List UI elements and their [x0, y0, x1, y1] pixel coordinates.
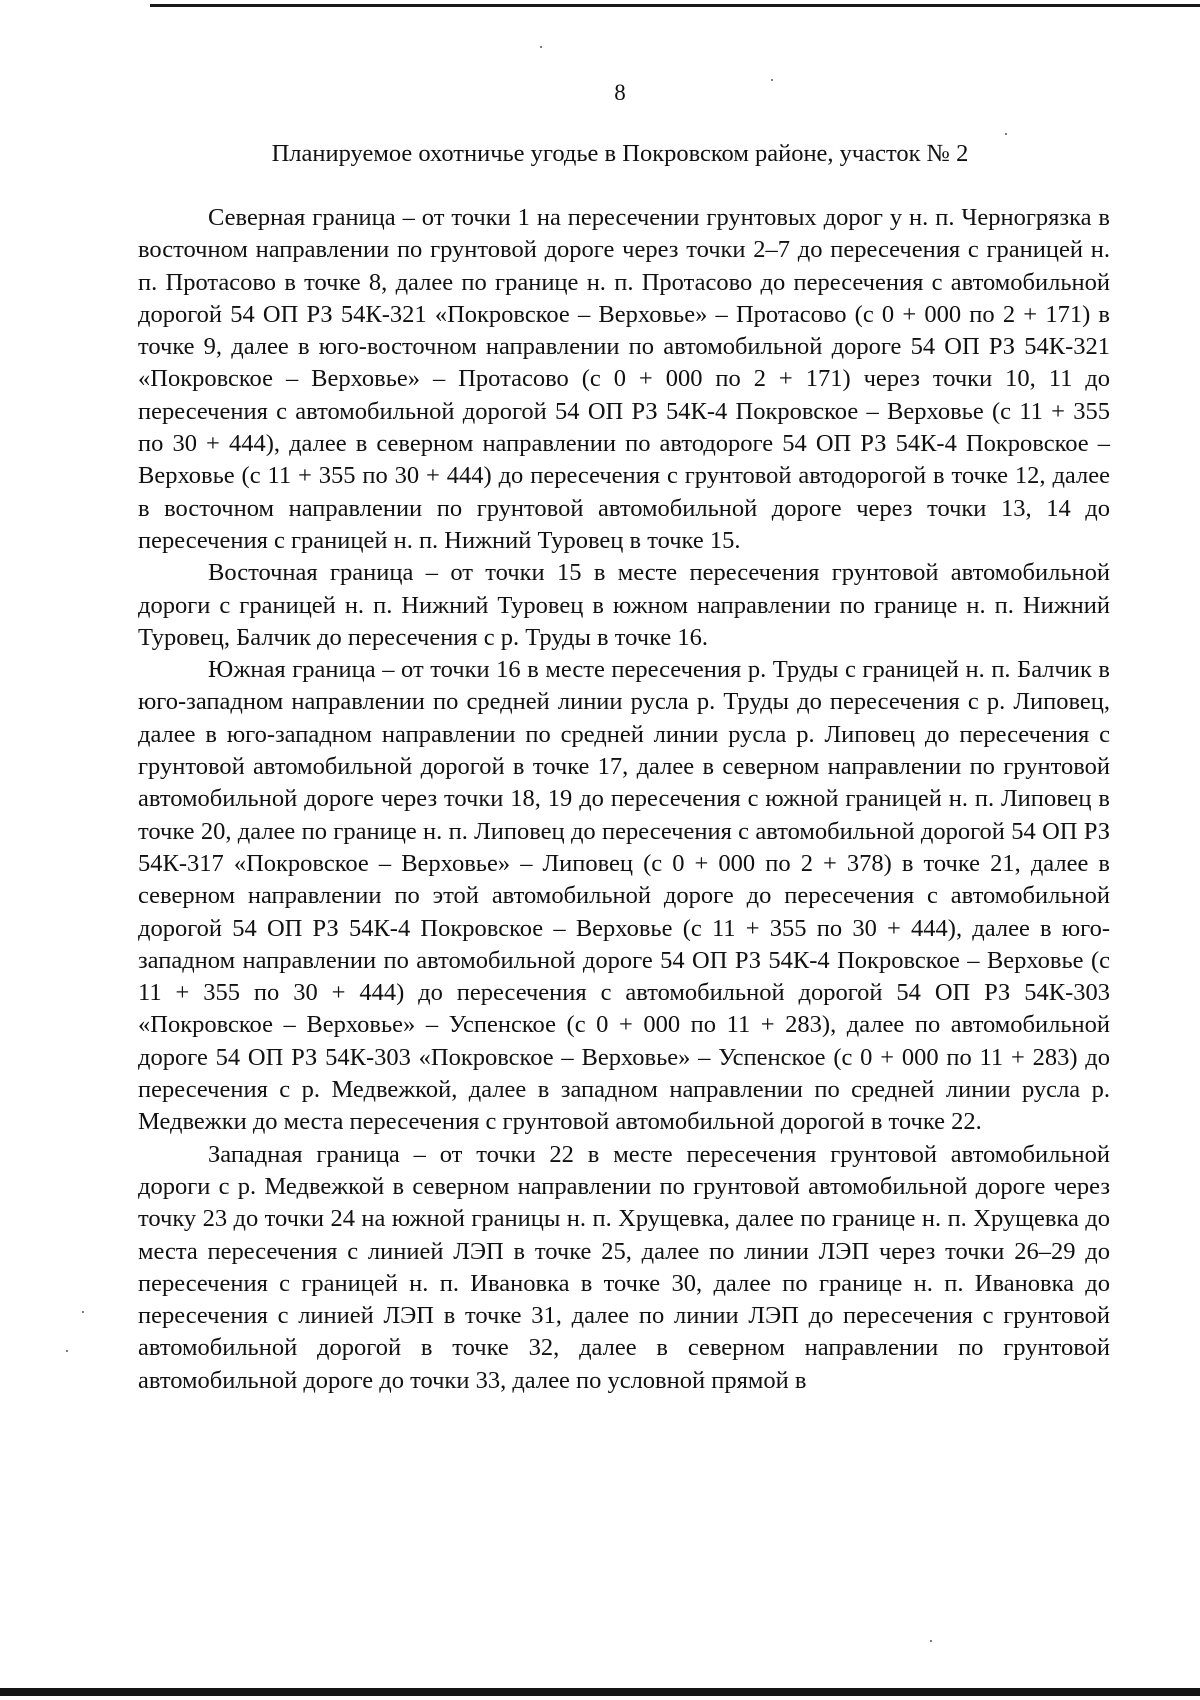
- scan-speck: [540, 46, 542, 48]
- scan-border-bottom: [0, 1688, 1200, 1696]
- scan-speck: [930, 1640, 932, 1642]
- paragraph-west-boundary: Западная граница – от точки 22 в месте пересечения грунтовой автомобильной дороги с р. Медвежкой в северном направлении по грунтовой автомобильной дороге через точку 23 до точки 24 на южной границы н. п. Хрущевка, далее по границе н. п. Хрущевка до места пересечения с линией ЛЭП в точке 25, далее по линии ЛЭП через точки 26–29 до пересечения с границей н. п. Ивановка в точке 30, далее по границе н. п. Ивановка до пересечения с линией ЛЭП в точке 31, далее по линии ЛЭП до пересечения с грунтовой автомобильной дорогой в точке 32, далее в северном направлении по грунтовой автомобильной дороге до точки 33, далее по условной прямой в: [138, 1140, 1110, 1394]
- paragraph-south-boundary: Южная граница – от точки 16 в месте пересечения р. Труды с границей н. п. Балчик в юго-западном направлении по средней линии русла р. Труды до пересечения с р. Липовец, далее в юго-западном направлении по средней линии русла р. Липовец до пересечения с грунтовой автомобильной дорогой в точке 17, далее в северном направлении по грунтовой автомобильной дороге через точки 18, 19 до пересечения с южной границей н. п. Липовец в точке 20, далее по границе н. п. Липовец до пересечения с автомобильной дорогой 54 ОП РЗ 54К-317 «Покровское – Верховье» – Липовец (с 0 + 000 по 2 + 378) в точке 21, далее в северном направлении по этой автомобильной дороге до пересечения с автомобильной дорогой 54 ОП РЗ 54К-4 Покровское – Верховье (с 11 + 355 по 30 + 444), далее в юго-западном направлении по автомобильной дороге 54 ОП РЗ 54К-4 Покровское – Верховье (с 11 + 355 по 30 + 444) до пересечения с автомобильной дорогой 54 ОП РЗ 54К-303 «Покровское – Верховье» – Успенское (с 0 + 000 по 11 + 283), далее по автомобильной дороге 54 ОП РЗ 54К-303 «Покровское – Верховье» – Успенское (с 0 + 000 по 11 + 283) до пересечения с р. Медвежкой, далее в западном направлении по средней линии русла р. Медвежки до места пересечения с грунтовой автомобильной дорогой в точке 22.: [138, 656, 1110, 1136]
- document-body: [138, 202, 1110, 1397]
- scan-speck: [771, 79, 773, 81]
- scan-speck: [66, 1350, 68, 1352]
- page-number: 8: [614, 80, 626, 105]
- scan-speck: [82, 1311, 84, 1313]
- document-title: Планируемое охотничье угодье в Покровском районе, участок № 2: [271, 140, 969, 167]
- scan-border-top: [150, 4, 1200, 7]
- scan-speck: [1005, 133, 1007, 135]
- paragraph-east-boundary: Восточная граница – от точки 15 в месте пересечения грунтовой автомобильной дороги с границей н. п. Нижний Туровец в южном направлении по границе н. п. Нижний Туровец, Балчик до пересечения с р. Труды в точке 16.: [138, 559, 1110, 651]
- paragraph-north-boundary: Северная граница – от точки 1 на пересечении грунтовых дорог у н. п. Черногрязка в восточном направлении по грунтовой дороге через точки 2–7 до пересечения с границей н. п. Протасово в точке 8, далее по границе н. п. Протасово до пересечения с автомобильной дорогой 54 ОП РЗ 54К-321 «Покровское – Верховье» – Протасово (с 0 + 000 по 2 + 171) в точке 9, далее в юго-восточном направлении по автомобильной дороге 54 ОП РЗ 54К-321 «Покровское – Верховье» – Протасово (с 0 + 000 по 2 + 171) через точки 10, 11 до пересечения с автомобильной дорогой 54 ОП РЗ 54К-4 Покровское – Верховье (с 11 + 355 по 30 + 444), далее в северном направлении по автодороге 54 ОП РЗ 54К-4 Покровское – Верховье (с 11 + 355 по 30 + 444) до пересечения с грунтовой автодорогой в точке 12, далее в восточном направлении по грунтовой автомобильной дороге через точки 13, 14 до пересечения с границей н. п. Нижний Туровец в точке 15.: [138, 204, 1110, 554]
